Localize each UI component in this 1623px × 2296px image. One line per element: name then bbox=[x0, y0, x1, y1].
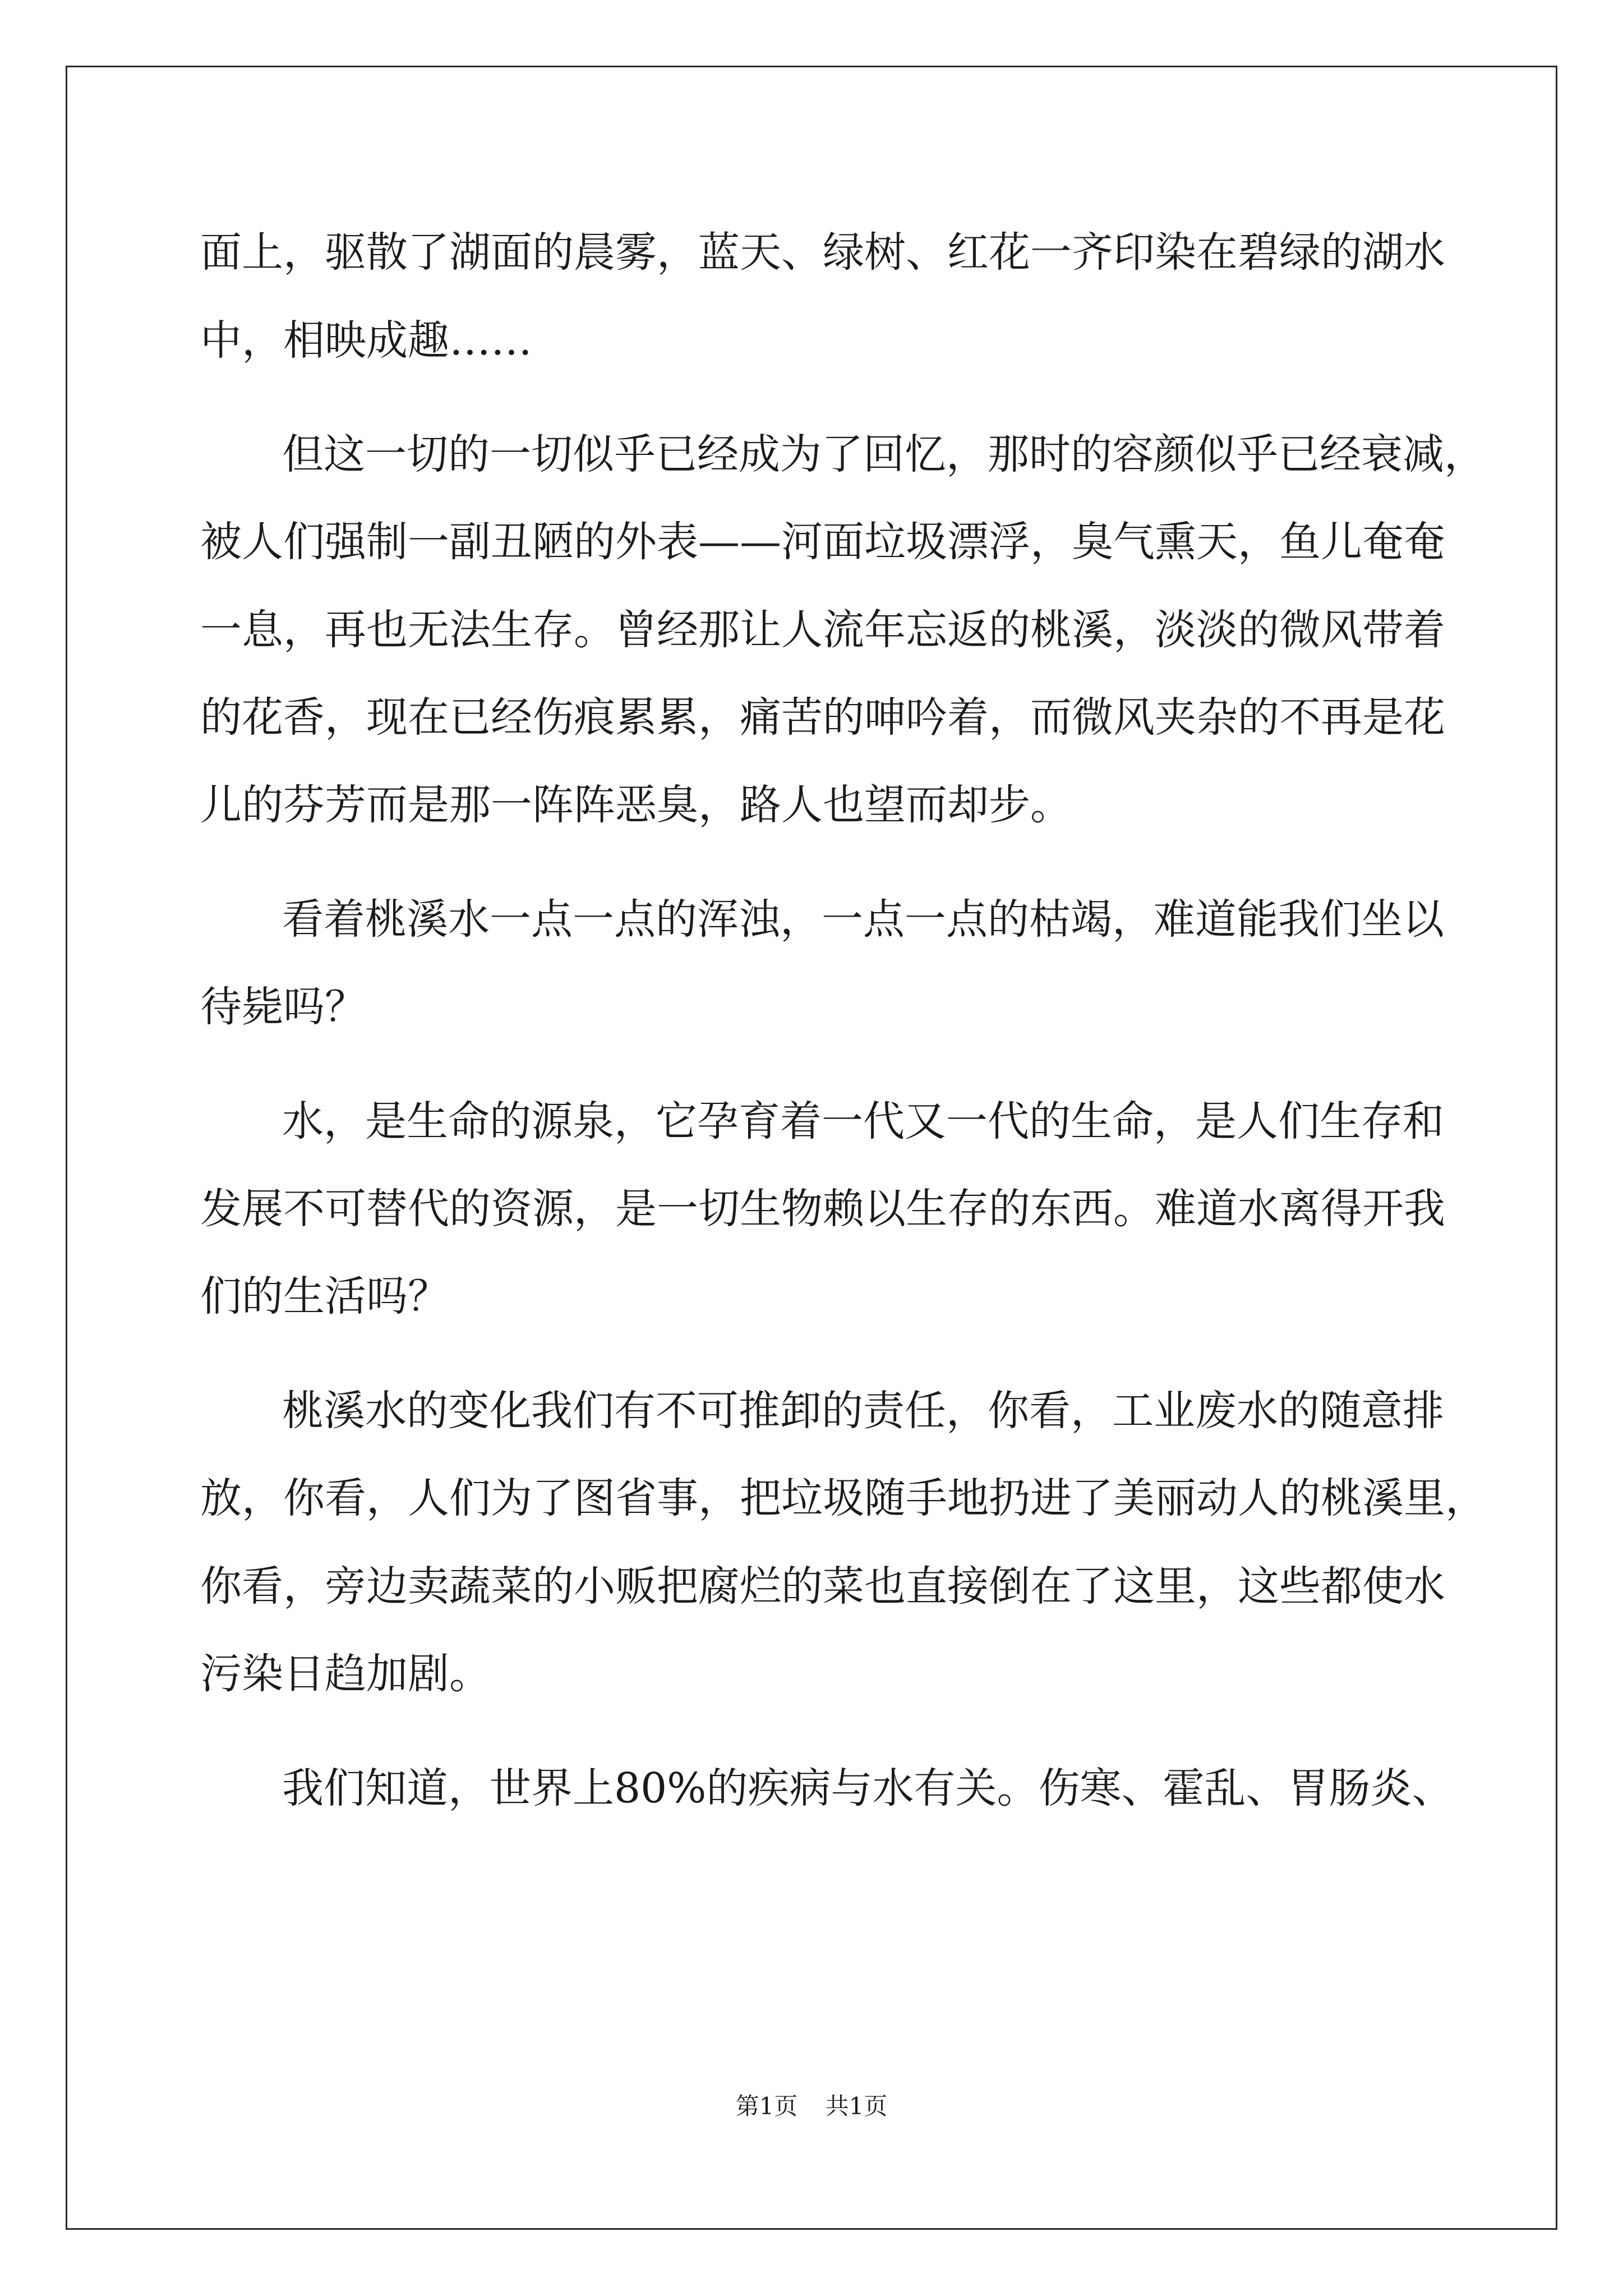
page-number: 第1页 bbox=[735, 2092, 798, 2120]
paragraph-start-line: 桃溪水的变化我们有不可推卸的责任，你看，工业废水的随意排 bbox=[282, 1387, 1444, 1435]
paragraph-start-line: 水，是生命的源泉，它孕育着一代又一代的生命，是人们生存和 bbox=[282, 1097, 1444, 1145]
text-line: 污染日趋加剧。 bbox=[200, 1650, 491, 1698]
text-line: 中，相映成趣…… bbox=[200, 316, 532, 365]
text-line: 的花香，现在已经伤痕累累，痛苦的呻吟着，而微风夹杂的不再是花 bbox=[200, 693, 1445, 742]
text-line: 你看，旁边卖蔬菜的小贩把腐烂的菜也直接倒在了这里，这些都使水 bbox=[200, 1562, 1445, 1611]
text-line: 发展不可替代的资源，是一切生物赖以生存的东西。难道水离得开我 bbox=[200, 1185, 1445, 1233]
text-line: 儿的芬芳而是那一阵阵恶臭，路人也望而却步。 bbox=[200, 781, 1072, 829]
text-line: 一息，再也无法生存。曾经那让人流年忘返的桃溪，淡淡的微风带着 bbox=[200, 606, 1445, 654]
text-line: 放，你看，人们为了图省事，把垃圾随手地扔进了美丽动人的桃溪里， bbox=[200, 1474, 1487, 1522]
text-line: 被人们强制一副丑陋的外表——河面垃圾漂浮，臭气熏天，鱼儿奄奄 bbox=[200, 518, 1445, 566]
total-pages: 共1页 bbox=[825, 2092, 888, 2120]
page-footer bbox=[0, 2091, 1623, 2122]
paragraph-start-line: 但这一切的一切似乎已经成为了回忆，那时的容颜似乎已经衰减， bbox=[282, 430, 1486, 478]
text-line: 面上，驱散了湖面的晨雾，蓝天、绿树、红花一齐印染在碧绿的湖水 bbox=[200, 228, 1445, 277]
paragraph-start-line: 看着桃溪水一点一点的浑浊，一点一点的枯竭，难道能我们坐以 bbox=[282, 895, 1444, 944]
paragraph-start-line: 我们知道，世界上80%的疾病与水有关。伤寒、霍乱、胃肠炎、 bbox=[282, 1764, 1454, 1812]
text-line: 们的生活吗？ bbox=[200, 1272, 449, 1320]
text-line: 待毙吗？ bbox=[200, 983, 366, 1031]
